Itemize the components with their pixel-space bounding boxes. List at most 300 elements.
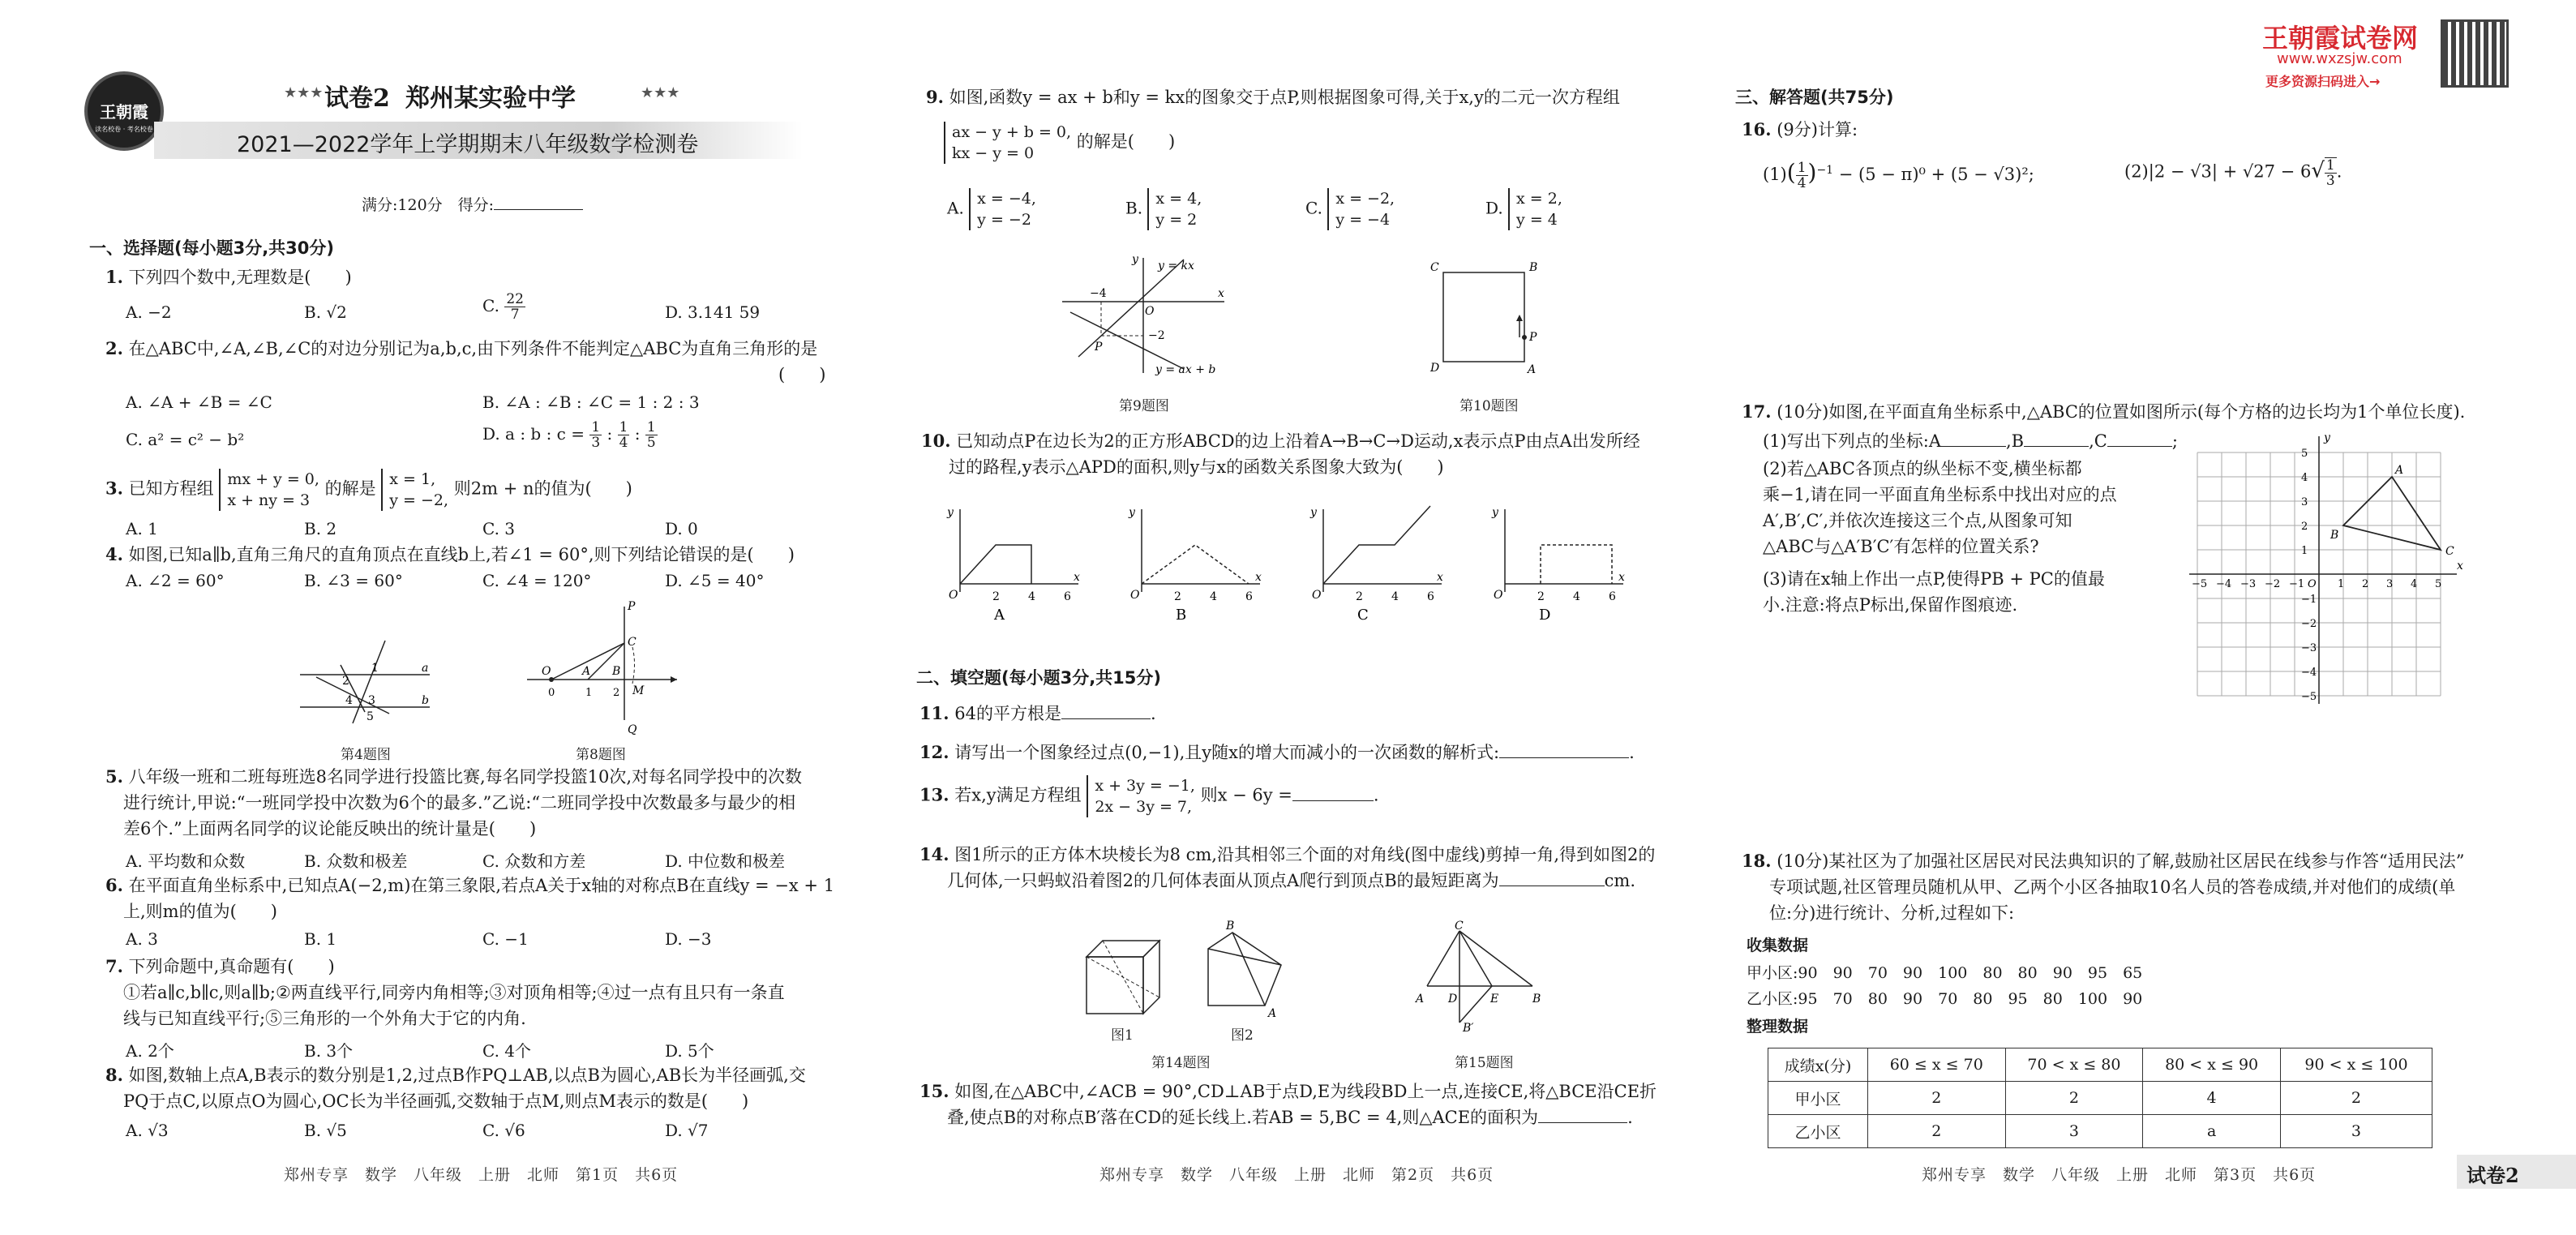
q4-text: 如图,已知a∥b,直角三角尺的直角顶点在直线b上,若∠1 = 60°,则下列结论错误的是( ) <box>128 545 795 564</box>
figure-10 <box>1419 256 1549 378</box>
fig4-label-4: 4 <box>345 694 353 707</box>
grid-x-label: x <box>2457 560 2463 572</box>
figure-4-caption: 第4题图 <box>341 747 391 763</box>
fig9-label-m2: −2 <box>1148 329 1165 342</box>
q4-option-a[interactable]: A. ∠2 = 60° <box>126 571 225 590</box>
q8-option-d[interactable]: D. √7 <box>665 1121 709 1140</box>
fig10-label-c: C <box>1430 261 1439 274</box>
q3-option-a[interactable]: A. 1 <box>126 519 158 538</box>
fig8-label-p: P <box>628 600 636 613</box>
q16-p1-den: 4 <box>1797 175 1807 191</box>
grid-x-tick: −4 <box>2216 578 2232 590</box>
q18-line-2: 专项试题,社区管理员随机从甲、乙两个小区各抽取10名人员的答卷成绩,并对他们的成绩(单 <box>1769 877 2456 897</box>
question-13 <box>919 775 1379 817</box>
q3-eq1: mx + y = 0, <box>227 470 319 488</box>
fig9-label-ykx: y = kx <box>1158 259 1194 272</box>
q9-b1: x = 4, <box>1155 190 1202 208</box>
q9-option-d[interactable]: D. x = 2, y = 4 <box>1485 190 1562 229</box>
fig8-label-q: Q <box>628 723 637 736</box>
q10-graph-c[interactable] <box>1304 503 1450 624</box>
q1-option-a[interactable]: A. −2 <box>126 302 172 322</box>
q15-number: 15. <box>919 1081 949 1101</box>
q17-p1-b: ,B <box>2006 431 2025 451</box>
fig4-label-3: 3 <box>368 694 375 707</box>
q17-number: 17. <box>1742 401 1772 422</box>
grid-x-tick: 4 <box>2411 578 2418 590</box>
q10-tick-label: 2 <box>1537 590 1545 603</box>
q8-line-2: PQ于点C,以原点O为圆心,OC长为半径画弧,交数轴于点M,则点M表示的数是( ) <box>123 1091 749 1111</box>
qr-code-icon[interactable] <box>2441 19 2509 88</box>
q6-option-b[interactable]: B. 1 <box>304 929 337 949</box>
q16-p1-exponent: −1 <box>1816 164 1834 177</box>
q6-number: 6. <box>105 875 123 895</box>
q10-tick-label: 4 <box>1573 590 1580 603</box>
q14-unit: cm. <box>1604 871 1635 890</box>
q9-option-b[interactable]: B. x = 4, y = 2 <box>1125 190 1202 229</box>
q9-system <box>944 122 1071 164</box>
table-cell: 4 <box>2143 1082 2281 1115</box>
q11-answer-blank[interactable] <box>1061 718 1151 719</box>
fig14-solid-edge-2 <box>1208 949 1281 965</box>
fig8-label-b: B <box>612 665 621 678</box>
q8-option-b[interactable]: B. √5 <box>304 1121 347 1140</box>
q17-p3-line-2: 小.注意:将点P标出,保留作图痕迹. <box>1763 595 2018 615</box>
fig14-cube-top <box>1087 941 1159 957</box>
q5-line-1: 八年级一班和二班每班选8名同学进行投篮比赛,每名同学投篮10次,对每名同学投中的次数 <box>128 767 803 787</box>
figure-4 <box>292 633 438 730</box>
q4-option-c[interactable]: C. ∠4 = 120° <box>482 571 592 590</box>
q9-d-system <box>1508 188 1562 230</box>
q2-d-frac2-num: 1 <box>619 419 628 435</box>
fig14-label-b: B <box>1226 920 1235 933</box>
q9-system-line <box>944 122 1175 164</box>
question-3 <box>105 469 632 511</box>
score-blank[interactable] <box>494 209 583 210</box>
table-cell: a <box>2143 1115 2281 1148</box>
q10-graph-line <box>1541 545 1612 584</box>
q5-option-a[interactable]: A. 平均数和众数 <box>126 851 246 871</box>
table-cell: 2 <box>1867 1082 2005 1115</box>
fig15-ca <box>1427 931 1459 986</box>
q5-line-2: 进行统计,甲说:“一班同学投中次数为6个的最多.”乙说:“二班同学投中次数最多与最少的相 <box>123 793 796 813</box>
q10-x-label: x <box>1437 571 1443 584</box>
q2-d-frac3-num: 1 <box>646 419 656 435</box>
q17-p1-c: ,C <box>2089 431 2107 451</box>
fig4-label-a: a <box>422 662 429 675</box>
page-3 <box>1735 0 2562 1235</box>
q10-tick-label: 2 <box>992 590 1000 603</box>
fig14-label-a: A <box>1268 1007 1277 1020</box>
q18-collect-label: 收集数据 <box>1747 937 1809 954</box>
q10-graph-a[interactable] <box>941 503 1087 624</box>
section-1-title: 一、选择题(每小题3分,共30分) <box>89 238 335 258</box>
q14-number: 14. <box>919 844 949 864</box>
grid-x-tick: −3 <box>2240 578 2257 590</box>
fig4-ruler-2 <box>316 677 389 714</box>
page-2 <box>908 0 1703 1235</box>
q17-blank-a[interactable] <box>1941 446 2006 447</box>
table-cell: 90 < x ≤ 100 <box>2280 1048 2432 1082</box>
q11-text: 64的平方根是 <box>954 704 1061 723</box>
figure-9 <box>1054 251 1232 381</box>
q2-d-frac1-den: 3 <box>591 435 601 451</box>
grid-x-tick: 5 <box>2435 578 2442 590</box>
q16-part-1: (1)( $\frac{1}{4}$ )$^{-1}$ − (5 − π)⁰ + (5 − √3)²; <box>1763 159 2034 191</box>
q16-p2-end: . <box>2336 161 2342 182</box>
q17-p2-line-4: △ABC与△A′B′C′有怎样的位置关系? <box>1763 537 2039 556</box>
q2-d-frac1-num: 1 <box>591 419 601 435</box>
page-1 <box>73 0 868 1235</box>
q17-part-1 <box>1763 428 2178 454</box>
fig8-label-o: O <box>542 665 551 678</box>
fig4-label-b: b <box>422 694 429 707</box>
fig4-label-5: 5 <box>366 710 374 723</box>
brand-name: 王朝霞试卷网 <box>2262 23 2419 54</box>
q16-p1-fraction <box>1796 161 1808 191</box>
footer-page-2: 郑州专享 数学 八年级 上册 北师 第2页 共6页 <box>1099 1166 1494 1184</box>
fig10-square <box>1443 272 1524 362</box>
q1-option-d[interactable]: D. 3.141 59 <box>665 302 761 322</box>
question-8 <box>105 1062 806 1114</box>
q3-option-d[interactable]: D. 0 <box>665 519 698 538</box>
q7-line-2: ①若a∥c,b∥c,则a∥b;②两直线平行,同旁内角相等;③对顶角相等;④过一点有且只有一条直 <box>123 983 785 1002</box>
q12-text: 请写出一个图象经过点(0,−1),且y随x的增大而减小的一次函数的解析式: <box>954 743 1500 762</box>
q1-number: 1. <box>105 267 123 287</box>
q10-graph-b[interactable] <box>1122 503 1268 624</box>
fig10-label-p: P <box>1529 331 1537 344</box>
q3-option-b[interactable]: B. 2 <box>304 519 337 538</box>
question-10 <box>921 428 1640 480</box>
q5-number: 5. <box>105 766 123 787</box>
q9-c1: x = −2, <box>1335 190 1395 208</box>
q15-line-2: 叠,使点B的对称点B′落在CD的延长线上.若AB = 5,BC = 4,则△ACE的面积为 <box>947 1108 1539 1127</box>
q8-line-1: 如图,数轴上点A,B表示的数分别是1,2,过点B作PQ⊥AB,以点B为圆心,AB长为半径画弧,交 <box>128 1066 806 1085</box>
q2-d-frac3-den: 5 <box>646 435 656 451</box>
q10-option-label: A <box>994 607 1005 624</box>
section-3-title: 三、解答题(共75分) <box>1735 88 1894 107</box>
corner-paper-label <box>2457 1155 2576 1189</box>
fig8-tick-0: 0 <box>548 687 555 699</box>
q9-number: 9. <box>926 87 944 107</box>
header-stars-left: ★★★ <box>284 84 324 101</box>
q2-d-label: D. a : b : c = <box>482 424 590 444</box>
question-5 <box>105 764 802 842</box>
school-name: 郑州某实验中学 <box>405 84 576 113</box>
q10-option-label: D <box>1539 607 1551 624</box>
q10-graph-line <box>1323 506 1430 584</box>
figure-14-cap-2: 图2 <box>1231 1027 1254 1044</box>
q3-sol1: x = 1, <box>389 470 436 488</box>
q4-option-b[interactable]: B. ∠3 = 60° <box>304 571 403 590</box>
header-stars-right: ★★★ <box>641 84 680 101</box>
q17-blank-b[interactable] <box>2024 446 2089 447</box>
q16-p1-label: (1) <box>1763 165 1787 184</box>
fig8-arrow <box>671 676 677 683</box>
q16-p2-fraction <box>2325 157 2337 188</box>
q8-option-c[interactable]: C. √6 <box>482 1121 525 1140</box>
q2-d-frac3 <box>645 420 658 450</box>
q2-option-d[interactable]: D. a : b : c = $\frac{1}{3}$ : $\frac{1}{4}$ : $\frac{1}{5}$ <box>482 419 656 451</box>
q9-c2: y = −4 <box>1335 211 1391 229</box>
figure-9-caption: 第9题图 <box>1119 398 1169 414</box>
fig4-label-2: 2 <box>342 675 349 688</box>
question-2 <box>105 336 817 362</box>
q17-p2-line-3: A′,B′,C′,并依次连接这三个点,从图象可知 <box>1763 511 2072 530</box>
q10-tick-label: 4 <box>1210 590 1217 603</box>
grid-x-tick: −5 <box>2192 578 2208 590</box>
score-table <box>1768 1048 2432 1148</box>
question-4 <box>105 542 795 568</box>
q5-option-d[interactable]: D. 中位数和极差 <box>665 851 786 871</box>
q10-graph-line <box>1142 545 1249 584</box>
q10-origin-label: O <box>1130 589 1140 602</box>
table-cell: 3 <box>2005 1115 2143 1148</box>
q9-a2: y = −2 <box>977 211 1031 229</box>
fig8-tick-2: 2 <box>613 687 620 699</box>
fig8-label-c: C <box>628 636 636 649</box>
q9-b2: y = 2 <box>1155 211 1198 229</box>
q9-c-system <box>1327 188 1395 230</box>
q10-tick-label: 6 <box>1427 590 1434 603</box>
q3-option-c[interactable]: C. 3 <box>482 519 516 538</box>
question-15 <box>919 1078 1657 1130</box>
grid-y-tick: −4 <box>2301 667 2317 679</box>
q17-p2-line-2: 乘−1,请在同一平面直角坐标系中找出对应的点 <box>1763 485 2117 504</box>
q16-p2-num: 1 <box>2325 157 2335 174</box>
q7-option-a[interactable]: A. 2个 <box>126 1041 174 1061</box>
logo-badge <box>84 71 164 151</box>
q15-answer-blank[interactable] <box>1538 1122 1627 1123</box>
q9-a1: x = −4, <box>977 190 1036 208</box>
q10-origin-label: O <box>949 589 958 602</box>
q15-line-1: 如图,在△ABC中,∠ACB = 90°,CD⊥AB于点D,E为线段BD上一点,连接CE,将△BCE沿CE折 <box>954 1082 1657 1101</box>
fig4-ruler-3 <box>341 665 365 712</box>
q10-x-label: x <box>1255 571 1262 584</box>
q17-p2-line-1: (2)若△ABC各顶点的纵坐标不变,横坐标都 <box>1763 459 2082 478</box>
table-cell: 2 <box>2005 1082 2143 1115</box>
grid-point-b: B <box>2330 529 2339 542</box>
fig10-label-d: D <box>1430 362 1440 375</box>
fig15-label-a: A <box>1416 993 1425 1006</box>
q8-option-a[interactable]: A. √3 <box>126 1121 169 1140</box>
q16-p2-den: 3 <box>2325 173 2335 189</box>
q10-tick-label: 2 <box>1356 590 1363 603</box>
fig15-label-c: C <box>1455 920 1464 933</box>
q4-option-d[interactable]: D. ∠5 = 40° <box>665 571 765 590</box>
table-cell: 成绩x(分) <box>1768 1048 1868 1082</box>
fig15-label-d: D <box>1448 993 1458 1006</box>
q13-answer-blank[interactable] <box>1292 800 1374 801</box>
corner-label-text: 试卷2 <box>2467 1164 2519 1187</box>
q9-b-system <box>1147 188 1202 230</box>
q6-option-a[interactable]: A. 3 <box>126 929 158 949</box>
grid-y-tick: 1 <box>2301 545 2308 557</box>
fig9-label-o: O <box>1145 305 1155 318</box>
q2-option-c[interactable]: C. a² = c² − b² <box>126 430 245 449</box>
fig9-label-m4: −4 <box>1090 287 1107 300</box>
q9-post: 的解是( ) <box>1076 131 1176 152</box>
fig14-solid-front <box>1208 933 1281 1006</box>
q9-line-1: 如图,函数y = ax + b和y = kx的图象交于点P,则根据图象可得,关于x,y的二元一次方程组 <box>949 88 1620 107</box>
q13-number: 13. <box>919 784 949 805</box>
logo-subtext: 读名校卷 · 考名校卷 <box>95 126 153 133</box>
q2-option-b[interactable]: B. ∠A : ∠B : ∠C = 1 : 2 : 3 <box>482 392 700 412</box>
grid-y-tick: 4 <box>2301 472 2308 484</box>
exam-title: 2021—2022学年上学期期末八年级数学检测卷 <box>237 132 699 157</box>
grid-x-tick: −1 <box>2289 578 2305 590</box>
fig15-eb2 <box>1459 986 1492 1023</box>
q6-option-c[interactable]: C. −1 <box>482 929 529 949</box>
q15-end: . <box>1627 1108 1633 1127</box>
fig8-arc <box>632 647 635 684</box>
fig14-cut-2 <box>1087 957 1159 997</box>
fig14-cube-front <box>1087 957 1143 1014</box>
q10-number: 10. <box>921 431 951 451</box>
table-header-row <box>1768 1048 2432 1082</box>
grid-y-tick: −5 <box>2301 691 2317 703</box>
q1-c-num: 22 <box>506 291 524 307</box>
figure-10-caption: 第10题图 <box>1459 398 1519 414</box>
grid-x-tick: 3 <box>2386 578 2394 590</box>
q2-option-a[interactable]: A. ∠A + ∠B = ∠C <box>126 392 272 412</box>
q13-eq1: x + 3y = −1, <box>1095 777 1195 795</box>
coordinate-grid[interactable] <box>2165 431 2473 717</box>
grid-y-tick: −1 <box>2301 594 2317 606</box>
fig9-line-axb <box>1070 312 1184 369</box>
q5-option-b[interactable]: B. 众数和极差 <box>304 851 408 871</box>
question-16 <box>1742 117 1858 143</box>
fig8-label-a: A <box>582 665 591 678</box>
q9-d1: x = 2, <box>1516 190 1562 208</box>
logo-text: 王朝霞 <box>100 102 148 122</box>
q9-eq2: kx − y = 0 <box>952 144 1035 162</box>
question-1 <box>105 264 352 290</box>
q18-organize-label: 整理数据 <box>1747 1018 1809 1036</box>
question-11 <box>919 701 1156 727</box>
section-2-title: 二、填空题(每小题3分,共15分) <box>916 668 1162 688</box>
q7-line-1: 下列命题中,真命题有( ) <box>128 957 335 976</box>
q10-line-1: 已知动点P在边长为2的正方形ABCD的边上沿着A→B→C→D运动,x表示点P由点A出发所经 <box>956 431 1640 451</box>
brand-slogan: 更多资源扫码进入→ <box>2265 74 2381 89</box>
q11-end: . <box>1150 704 1156 723</box>
q10-x-label: x <box>1074 571 1080 584</box>
q10-tick-label: 6 <box>1245 590 1253 603</box>
fig9-label-y: y <box>1132 253 1138 266</box>
q3-eq2: x + ny = 3 <box>227 491 311 509</box>
q1-c-label: C. <box>482 296 505 315</box>
q3-post: 则2m + n的值为( ) <box>453 478 632 499</box>
footer-page-1: 郑州专享 数学 八年级 上册 北师 第1页 共6页 <box>284 1166 679 1184</box>
grid-y-tick: 2 <box>2301 521 2308 533</box>
q17-part-2 <box>1763 456 2117 560</box>
fig14-cube-side <box>1143 941 1159 1014</box>
footer-page-3: 郑州专享 数学 八年级 上册 北师 第3页 共6页 <box>1922 1166 2317 1184</box>
question-7 <box>105 954 785 1031</box>
q18-jia-data: 甲小区:90 90 70 90 100 80 80 90 95 65 <box>1747 964 2143 982</box>
q13-system <box>1087 775 1195 817</box>
fig9-label-x: x <box>1218 287 1224 300</box>
q7-option-b[interactable]: B. 3个 <box>304 1041 354 1061</box>
q10-origin-label: O <box>1312 589 1322 602</box>
q10-tick-label: 4 <box>1391 590 1399 603</box>
question-18 <box>1742 848 2465 926</box>
figure-15-caption: 第15题图 <box>1455 1055 1514 1071</box>
q10-y-label: y <box>1492 506 1498 519</box>
q6-option-d[interactable]: D. −3 <box>665 929 712 949</box>
q10-tick-label: 4 <box>1028 590 1035 603</box>
table-cell: 甲小区 <box>1768 1082 1868 1115</box>
q13-eq2: 2x − 3y = 7, <box>1095 798 1193 816</box>
q6-line-2: 上,则m的值为( ) <box>123 902 277 921</box>
q10-tick-label: 6 <box>1064 590 1071 603</box>
q5-line-3: 差6个.”上面两名同学的议论能反映出的统计量是( ) <box>123 819 537 838</box>
q10-y-label: y <box>1129 506 1135 519</box>
q9-option-a[interactable]: A. x = −4, y = −2 <box>947 190 1036 229</box>
figure-8 <box>519 598 681 736</box>
grid-y-label: y <box>2324 431 2330 444</box>
q12-end: . <box>1629 743 1635 762</box>
q10-tick-label: 2 <box>1174 590 1181 603</box>
q5-option-c[interactable]: C. 众数和方差 <box>482 851 586 871</box>
fig10-label-b: B <box>1529 261 1538 274</box>
figure-14-cube <box>1078 933 1168 1022</box>
q16-number: 16. <box>1742 119 1772 139</box>
q17-blank-c[interactable] <box>2107 446 2172 447</box>
table-cell: 80 < x ≤ 90 <box>2143 1048 2281 1082</box>
q2-text: 在△ABC中,∠A,∠B,∠C的对边分别记为a,b,c,由下列条件不能判定△ABC为直角三角形的是 <box>128 339 818 358</box>
grid-y-tick: 3 <box>2301 496 2308 508</box>
q16-part-2: (2)|2 − √3| + √27 − 6√ $\frac{1}{3}$ . <box>2124 157 2342 189</box>
q14-line-1: 图1所示的正方体木块棱长为8 cm,沿其相邻三个面的对角线(图中虚线)剪掉一角,得到如图2的 <box>954 845 1656 864</box>
q9-eq1: ax − y + b = 0, <box>952 123 1072 141</box>
q2-d-frac2 <box>618 420 630 450</box>
question-12 <box>919 740 1635 765</box>
q7-option-d[interactable]: D. 5个 <box>665 1041 714 1061</box>
q7-number: 7. <box>105 956 123 976</box>
q9-option-c[interactable]: C. x = −2, y = −4 <box>1305 190 1395 229</box>
q3-pre: 已知方程组 <box>128 478 214 499</box>
fig15-label-b-prime: B′ <box>1463 1022 1474 1035</box>
q13-post: 则x − 6y = <box>1200 785 1292 805</box>
fig10-arrowhead <box>1516 315 1523 321</box>
q10-graph-d[interactable] <box>1485 503 1631 624</box>
table-cell: 乙小区 <box>1768 1115 1868 1148</box>
q6-line-1: 在平面直角坐标系中,已知点A(−2,m)在第三象限,若点A关于x轴的对称点B在直线y = −x + 1 <box>128 876 835 895</box>
grid-y-tick: −2 <box>2301 618 2317 630</box>
q1-option-c[interactable] <box>482 292 525 322</box>
q7-option-c[interactable]: C. 4个 <box>482 1041 532 1061</box>
q12-answer-blank[interactable] <box>1499 757 1629 758</box>
q18-yi-data: 乙小区:95 70 80 90 70 80 95 80 100 90 <box>1747 990 2143 1008</box>
q16-head: (9分)计算: <box>1777 120 1858 139</box>
q7-line-3: 线与已知直线平行;⑤三角形的一个外角大于它的内角. <box>123 1009 526 1028</box>
figure-8-caption: 第8题图 <box>576 747 626 763</box>
table-cell: 70 < x ≤ 80 <box>2005 1048 2143 1082</box>
q10-option-label: C <box>1357 607 1369 624</box>
fig9-label-p: P <box>1095 341 1103 354</box>
fig15-cb <box>1459 931 1532 986</box>
brand-url[interactable]: www.wxzsjw.com <box>2277 50 2402 67</box>
q3-mid: 的解是 <box>324 478 376 499</box>
figure-14-caption: 第14题图 <box>1151 1055 1211 1071</box>
q18-number: 18. <box>1742 851 1772 871</box>
figure-15 <box>1411 921 1549 1035</box>
grid-y-tick: 5 <box>2301 448 2308 460</box>
q2-number: 2. <box>105 338 123 358</box>
q1-option-b[interactable]: B. √2 <box>304 302 347 322</box>
table-cell: 3 <box>2280 1115 2432 1148</box>
question-6 <box>105 873 834 924</box>
